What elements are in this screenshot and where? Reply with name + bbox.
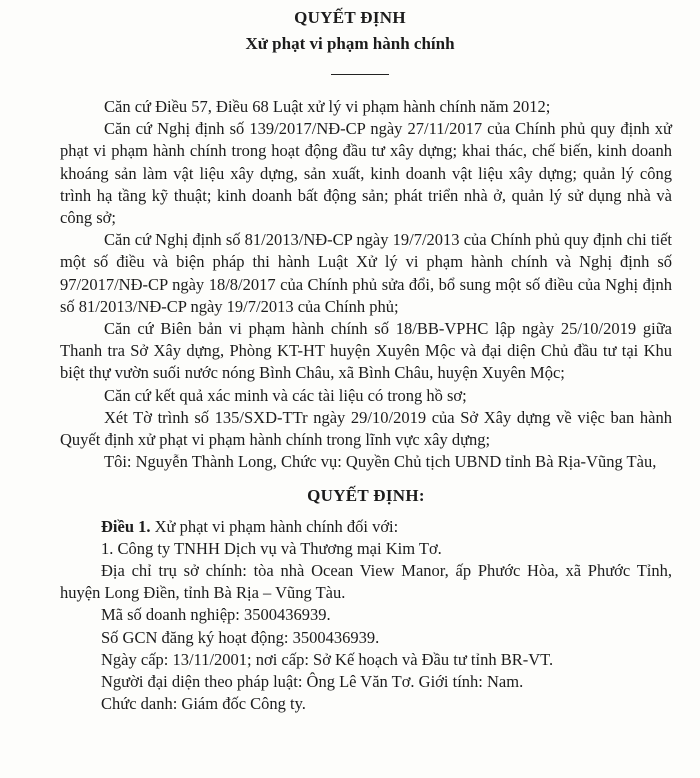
preamble-paragraph: Tôi: Nguyễn Thành Long, Chức vụ: Quyền Chủ tịch UBND tỉnh Bà Rịa-Vũng Tàu, (104, 452, 657, 472)
document-subtitle: Xử phạt vi phạm hành chính (245, 34, 455, 53)
preamble-paragraph: Căn cứ Nghị định số 81/2013/NĐ-CP ngày 19/7/2013 của Chính phủ quy định chi tiết một số điều và biện pháp thi hành Luật Xử lý vi phạm hành chính và Nghị định số 97/2017/NĐ-CP ngày 18/8/2017 của Chính phủ sửa đổi, bổ sung một số điều của Nghị định số 81/2013/NĐ-CP ngày 19/7/2013 của Chính phủ; (60, 230, 672, 316)
preamble-paragraph: Căn cứ kết quả xác minh và các tài liệu có trong hồ sơ; (104, 385, 467, 405)
preamble-paragraph: Căn cứ Điều 57, Điều 68 Luật xử lý vi phạm hành chính năm 2012; (104, 97, 551, 116)
entity-line: Mã số doanh nghiệp: 3500436939. (101, 605, 331, 625)
preamble-paragraph: Căn cứ Biên bản vi phạm hành chính số 18/BB-VPHC lập ngày 25/10/2019 giữa Thanh tra Sở Xây dựng, Phòng KT-HT huyện Xuyên Mộc và đại diện Chủ đầu tư tại Khu biệt thự vườn suối nước nóng Bình Châu, xã Bình Châu, huyện Xuyên Mộc; (60, 319, 672, 383)
decision-heading: QUYẾT ĐỊNH: (307, 486, 425, 506)
entity-line: 1. Công ty TNHH Dịch vụ và Thương mại Kim Tơ. (101, 538, 442, 558)
entity-line: Địa chỉ trụ sở chính: tòa nhà Ocean View Manor, ấp Phước Hòa, xã Phước Tỉnh, huyện Long Điền, tỉnh Bà Rịa – Vũng Tàu. (60, 561, 672, 603)
preamble-paragraph: Xét Tờ trình số 135/SXD-TTr ngày 29/10/2019 của Sở Xây dựng về việc ban hành Quyết định xử phạt vi phạm hành chính trong lĩnh vực xây dựng; (60, 407, 672, 450)
title-divider (331, 74, 389, 75)
article-1-text: Xử phạt vi phạm hành chính đối với: (150, 516, 399, 536)
article-1-label: Điều 1. (101, 516, 151, 536)
document-body (60, 96, 672, 715)
entity-line: Số GCN đăng ký hoạt động: 3500436939. (101, 627, 380, 647)
entity-line: Người đại diện theo pháp luật: Ông Lê Văn Tơ. Giới tính: Nam. (101, 672, 524, 692)
entity-line: Chức danh: Giám đốc Công ty. (101, 694, 306, 714)
article-1 (60, 516, 672, 538)
entity-line: Ngày cấp: 13/11/2001; nơi cấp: Sở Kế hoạch và Đầu tư tỉnh BR-VT. (101, 649, 554, 669)
preamble-paragraph: Căn cứ Nghị định số 139/2017/NĐ-CP ngày 27/11/2017 của Chính phủ quy định xử phạt vi phạm hành chính trong hoạt động đầu tư xây dựng; khai thác, chế biến, kinh doanh khoáng sản làm vật liệu xây dựng, sản xuất, kinh doanh vật liệu xây dựng; quản lý công trình hạ tầng kỹ thuật; kinh doanh bất động sản; phát triển nhà ở, quản lý sử dụng nhà và công sở; (60, 119, 672, 228)
document-title: QUYẾT ĐỊNH (294, 8, 406, 27)
